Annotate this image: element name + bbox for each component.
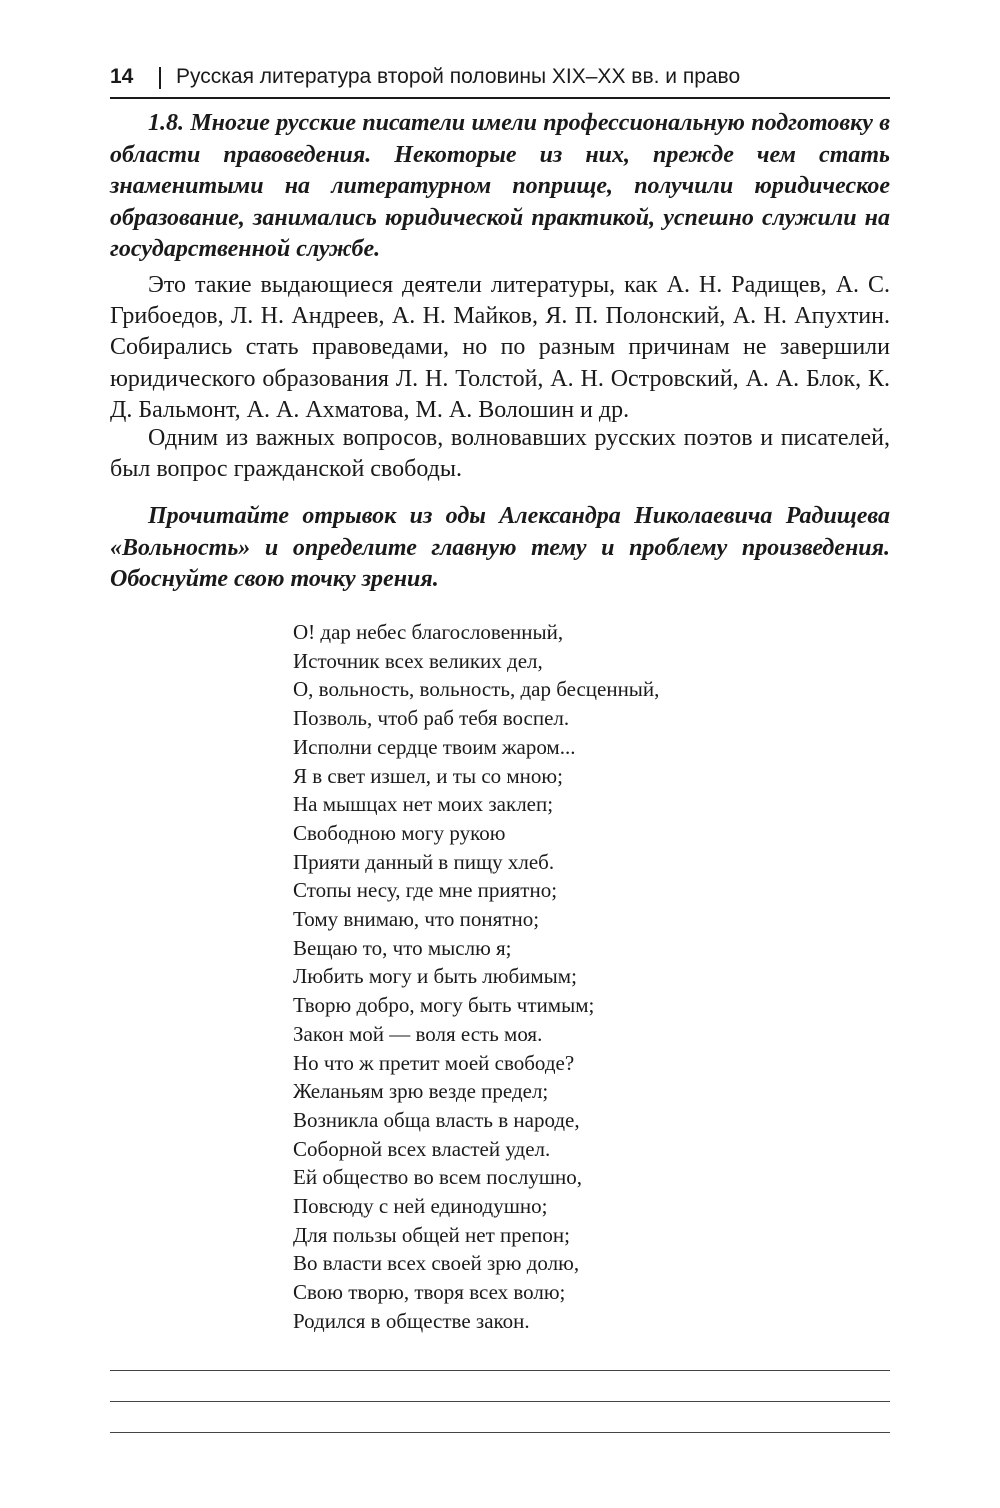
running-title: Русская литература второй половины XIX–XX вв. и право: [176, 65, 741, 88]
poem-line: Источник всех великих дел,: [293, 648, 543, 673]
poem-line: Любить могу и быть любимым;: [293, 964, 577, 989]
answer-line: [110, 1370, 890, 1371]
poem-line: О, вольность, вольность, дар бесценный,: [293, 677, 660, 702]
poem-line: Для пользы общей нет препон;: [293, 1222, 570, 1247]
answer-line: [110, 1401, 890, 1402]
body-paragraph: Это такие выдающиеся деятели литературы, как А. Н. Радищев, А. С. Грибоедов, Л. Н. Андреев, А. Н. Майков, Я. П. Полонский, А. Н. Апухтин. Собирались стать правоведами, но по разным причинам не завершили юридического образования Л. Н. Толстой, А. Н. Островский, А. А. Блок, К. Д. Бальмонт, А. А. Ахматова, М. А. Волошин и др.: [110, 272, 890, 423]
header-rule: [110, 97, 890, 99]
poem-line: Но что ж претит моей свободе?: [293, 1050, 575, 1075]
section-thesis: 1.8. Многие русские писатели имели профессиональную подготовку в области правоведения. Некоторые из них, прежде чем стать знаменитыми на литературном поприще, получили юридическое образование, занимались юридической практикой, успешно служили на государственной службе.: [110, 110, 890, 262]
poem-line: Исполни сердце твоим жаром...: [293, 734, 576, 759]
poem-line: Я в свет изшел, и ты со мною;: [293, 763, 563, 788]
body-paragraph: Одним из важных вопросов, волновавших русских поэтов и писателей, был вопрос гражданской свободы.: [110, 425, 890, 483]
poem-line: Родился в обществе закон.: [293, 1308, 530, 1333]
poem-line: Творю добро, могу быть чтимым;: [293, 993, 595, 1018]
page-number: 14: [110, 65, 134, 88]
answer-line: [110, 1432, 890, 1433]
page-header: [110, 64, 890, 98]
header-separator: [159, 67, 161, 89]
poem-line: Повсюду с ней единодушно;: [293, 1194, 548, 1219]
poem-line: О! дар небес благословенный,: [293, 620, 564, 644]
poem-line: Соборной всех властей удел.: [293, 1136, 551, 1161]
poem-line: Во власти всех своей зрю долю,: [293, 1251, 580, 1276]
poem-line: Возникла обща власть в народе,: [293, 1107, 580, 1132]
poem-excerpt: [293, 618, 659, 1336]
poem-line: Вещаю то, что мыслю я;: [293, 935, 512, 960]
poem-line: Стопы несу, где мне приятно;: [293, 878, 558, 903]
task-prompt: Прочитайте отрывок из оды Александра Николаевича Радищева «Вольность» и определите главную тему и проблему произведения. Обоснуйте свою точку зрения.: [110, 503, 890, 592]
poem-line: Желаньям зрю везде предел;: [293, 1079, 549, 1104]
poem-line: Тому внимаю, что понятно;: [293, 907, 540, 932]
poem-line: Свободною могу рукою: [293, 820, 506, 845]
poem-line: Позволь, чтоб раб тебя воспел.: [293, 706, 570, 731]
poem-line: Прияти данный в пищу хлеб.: [293, 849, 555, 874]
poem-line: Закон мой — воля есть моя.: [293, 1021, 543, 1046]
poem-line: На мышцах нет моих заклеп;: [293, 792, 554, 817]
poem-line: Свою творю, творя всех волю;: [293, 1280, 566, 1305]
poem-line: Ей общество во всем послушно,: [293, 1165, 583, 1190]
